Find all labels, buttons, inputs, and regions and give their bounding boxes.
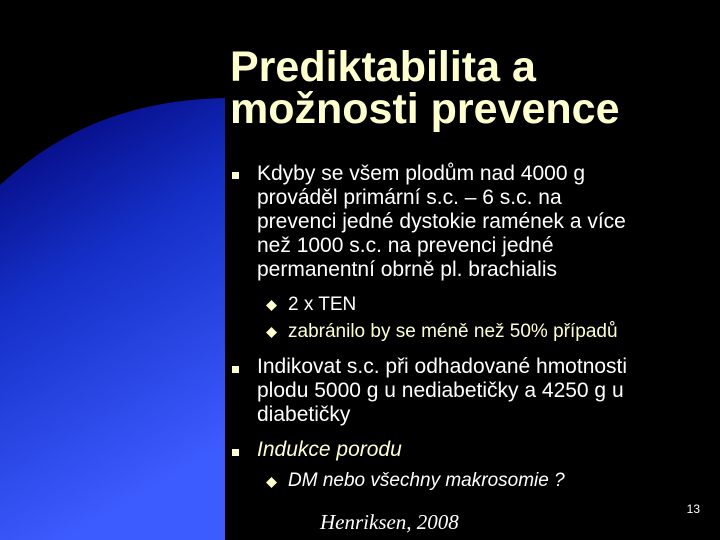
sub-bullet-1-2: zabránilo by se méně než 50% případů <box>288 321 618 342</box>
sub-bullet-1-1: 2 x TEN <box>288 294 357 315</box>
square-bullet-icon <box>232 366 239 373</box>
bullet-1-line-3: prevenci jedné dystokie ramének a více <box>257 210 626 233</box>
diamond-bullet-icon <box>266 477 277 488</box>
bullet-1-line-4: než 1000 s.c. na prevenci jedné <box>257 234 554 257</box>
sub-bullet-3-1: DM nebo všechny makrosomie ? <box>288 470 565 491</box>
bullet-1-line-5: permanentní obrně pl. brachialis <box>257 258 558 281</box>
slide-title <box>230 43 710 133</box>
bullet-1-text <box>257 162 697 282</box>
square-bullet-icon <box>232 449 239 456</box>
citation: Henriksen, 2008 <box>320 510 459 534</box>
title-line-2: možnosti prevence <box>230 85 620 133</box>
bullet-3-line-1: Indukce porodu <box>257 438 402 461</box>
bullet-1-line-1: Kdyby se všem plodům nad 4000 g <box>257 162 586 185</box>
square-bullet-icon <box>232 172 239 179</box>
bullet-2-line-3: diabetičky <box>257 403 351 426</box>
diamond-bullet-icon <box>266 327 277 338</box>
title-line-1: Prediktabilita a <box>230 43 536 91</box>
bullet-2-line-2: plodu 5000 g u nediabetičky a 4250 g u <box>257 379 624 402</box>
diamond-bullet-icon <box>266 300 277 311</box>
bullet-3-text <box>257 438 697 462</box>
bullet-1-line-2: prováděl primární s.c. – 6 s.c. na <box>257 186 562 209</box>
bullet-2-line-1: Indikovat s.c. při odhadované hmotnosti <box>257 355 628 378</box>
blue-arc-shape <box>0 98 225 540</box>
bullet-2-text <box>257 355 697 427</box>
page-number: 13 <box>686 502 700 516</box>
